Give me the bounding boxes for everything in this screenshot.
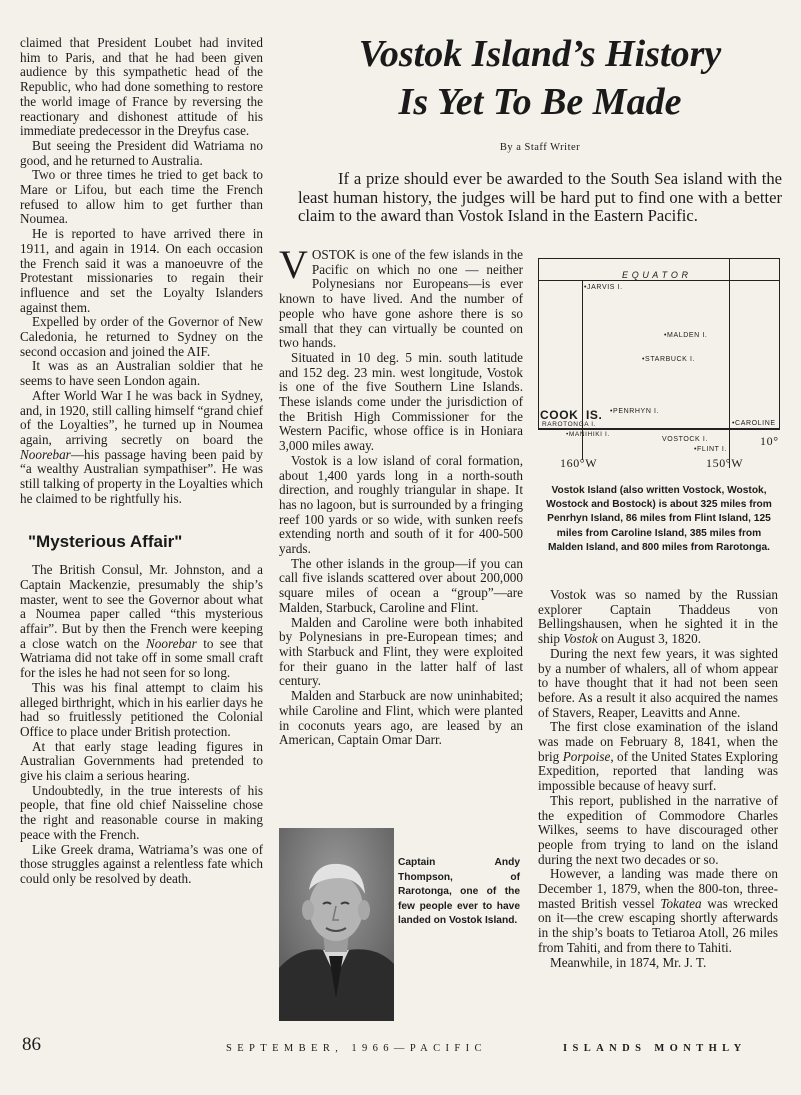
map-label-rarotonga: RAROTONGA I. <box>542 421 597 428</box>
map-label-caroline: •CAROLINE <box>732 420 776 427</box>
text-run: on August 3, 1820. <box>597 631 702 647</box>
page-number: 86 <box>22 1034 41 1055</box>
previous-article-column <box>20 36 263 887</box>
location-map <box>538 258 780 476</box>
paragraph: Meanwhile, in 1874, Mr. J. T. <box>550 954 707 970</box>
text-run: Vostok was so named by the Russian explorer Captain Thaddeus von Bellingshausen, when he sighted it in the ship <box>538 587 778 647</box>
equator-label: E Q U A T O R <box>622 270 689 280</box>
title-line: Vostok Island’s History <box>358 33 722 75</box>
paragraph: This was his final attempt to claim his alleged birthright, which in his earlier days he had so fruitlessly petitioned the Colonial Office to place under British protection. <box>20 679 263 739</box>
text-run: The first close examination of the island was made on February 8, 1841, when the brig <box>538 719 778 764</box>
map-label-vostok: VOSTOCK I. <box>662 436 708 443</box>
map-caption: Vostok Island (also written Vostock, Wostok, Wostock and Bostock) is about 325 miles from Penrhyn Island, 86 miles from Flint Island, 125 miles from Caroline Island, 385 miles from Malden Island, and 800 miles from Rarotonga. <box>546 485 772 553</box>
ship-name: Tokatea <box>660 895 702 911</box>
map-label-cook-is: IS. <box>586 408 603 422</box>
text-run: OSTOK is one of the few islands in the Pacific on which no one — neither Polynesians nor Europeans—is ever known to have lived. And the number of people who have gone ashore there is so small that they can virtually be counted on two hands. <box>279 247 523 351</box>
paragraph: Malden and Starbuck are now uninhabited; while Caroline and Flint, which were planted in coconuts years ago, are leased by an American, Captain Omar Darr. <box>279 688 523 748</box>
article-intro: If a prize should ever be awarded to the South Sea island with the least human history, the judges will be hard put to find one with a better claim to the award than Vostok Island in the Eastern Pacific. <box>298 169 782 225</box>
article-title <box>300 30 780 126</box>
map-label-penrhyn: •PENRHYN I. <box>610 408 660 415</box>
ship-name: Noorebar <box>20 446 71 462</box>
ship-name: Noorebar <box>145 635 197 651</box>
text-run: However, a landing was made there on December 1, 1879, when the 800-ton, three-masted British vessel <box>538 866 778 911</box>
paragraph: Undoubtedly, in the true interests of his people, that fine old chief Naisseline chose the right and reasonable course in making peace with the French. <box>20 782 263 842</box>
photo-caption: Captain Andy Thompson, of Rarotonga, one of the few people ever to have landed on Vostok Island. <box>398 857 520 927</box>
paragraph: Malden and Caroline were both inhabited by Polynesians in pre-European times; and with Starbuck and Flint, they were exploited for their guano in the latter half of last century. <box>279 614 523 689</box>
map-label-flint: •FLINT I. <box>694 446 728 453</box>
portrait-photo <box>279 828 394 1021</box>
text-run: —his passage having been paid by “a wealthy Australian sympathiser”. He was still talking of property in the Loyalties which he claimed to be rightfully his. <box>20 446 263 506</box>
paragraph: But seeing the President did Watriama no good, and he returned to Australia. <box>20 137 263 168</box>
article-column-middle <box>279 242 523 748</box>
paragraph <box>279 242 523 351</box>
footer-publication-name: ISLANDS MONTHLY <box>563 1043 747 1054</box>
longitude-label-150: 150°W <box>706 456 744 470</box>
footer-date-publication: SEPTEMBER, 1966—PACIFIC <box>226 1043 487 1054</box>
text-run: The British Consul, Mr. Johnston, and a Captain Mackenzie, presumably the ship’s master, went to see the Governor about what a Noumea paper called “this mysterious affair”. But by then the French were keeping a close watch on the <box>20 562 263 651</box>
text-run: , of the United States Exploring Expedition, reported that landing was impossible because of heavy surf. <box>538 748 779 794</box>
ship-name: Vostok <box>563 631 598 647</box>
paragraph: He is reported to have arrived there in 1911, and again in 1914. On each occasion the French said it was a manoeuvre of the Protestant missionaries to regain their influence and set the Loyalty Islanders against them. <box>20 226 263 315</box>
paragraph: It was as an Australian soldier that he seems to have seen London again. <box>20 358 263 389</box>
map-label-cook: COOK <box>540 408 579 422</box>
map-label-manihiki: •MANIHIKI I. <box>566 431 610 438</box>
text-run: to see that Watriama did not take off in some small craft for the isles he had not seen for so long. <box>20 635 263 681</box>
paragraph: Vostok is a low island of coral formation, about 1,400 yards long in a north-south direction, and roughly triangular in shape. It has no lagoon, but is surrounded by a fringing reef 100 yards or so wide, with sunken reefs extending north and south of it for 400-500 yards. <box>279 452 523 557</box>
portrait-image <box>279 828 394 1021</box>
paragraph <box>20 563 263 681</box>
paragraph: At that early stage leading figures in Australian Governments had pretended to give his claim a serious hearing. <box>20 738 263 784</box>
byline: By a Staff Writer <box>499 142 581 153</box>
paragraph: Two or three times he tried to get back to Mare or Lifou, but each time the French refused to allow him to get further than Noumea. <box>20 167 263 227</box>
section-heading: "Mysterious Affair" <box>28 531 183 551</box>
text-run: After World War I he was back in Sydney, and, in 1920, still calling himself “grand chief of the Loyalties”, he turned up in Noumea again, arriving secretly on board the <box>20 387 263 447</box>
paragraph <box>538 588 778 647</box>
paragraph: This report, published in the narrative of the expedition of Commodore Charles Wilkes, seems to have discouraged other people from trying to land on the island during the next two decades or so. <box>538 792 778 867</box>
parallel-10-line <box>538 428 780 429</box>
map-label-jarvis: •JARVIS I. <box>584 284 623 291</box>
meridian-150-line <box>729 258 730 468</box>
article-column-right <box>538 588 778 970</box>
paragraph: Like Greek drama, Watriama’s was one of those struggles against a relentless fate which could only be resolved by death. <box>20 841 263 886</box>
paragraph: The other islands in the group—if you can call five islands scattered over about 200,000 square miles of ocean a “group”—are Malden, Starbuck, Caroline and Flint. <box>279 555 523 615</box>
paragraph: claimed that President Loubet had invited him to Paris, and that he had been given audience by this sympathetic head of the Republic, who had done something to restore the world image of France by reversing the reactionary and dishonest attitude of his immediate predecessor in the Dreyfus case. <box>20 35 263 139</box>
paragraph <box>538 720 778 794</box>
paragraph <box>538 867 778 955</box>
map-label-starbuck: •STARBUCK I. <box>642 356 696 363</box>
latitude-label: 10° <box>760 434 779 448</box>
map-label-malden: •MALDEN I. <box>664 332 708 339</box>
title-line: Is Yet To Be Made <box>398 81 682 123</box>
paragraph: Situated in 10 deg. 5 min. south latitude and 152 deg. 23 min. west longitude, Vostok is one of the five Southern Line Islands. These islands come under the jurisdiction of the British High Commissioner for the Western Pacific, whose office is in Honiara 3,000 miles away. <box>279 349 523 454</box>
ship-name: Porpoise <box>562 748 611 764</box>
paragraph: During the next few years, it was sighted by a number of whalers, all of whom appear to have thought that it had not been seen before. As a result it also acquired the names of Stavers, Reaper, Leavitts and Anne. <box>538 645 778 720</box>
equator-line <box>538 280 780 281</box>
text-run: was wrecked on it—the crew escaping shortly afterwards in the ship’s boats to Tetiaroa Atoll, 26 miles from Tahiti, and from there to Tahiti. <box>538 895 778 955</box>
longitude-label-160: 160°W <box>560 456 598 470</box>
paragraph: Expelled by order of the Governor of New Caledonia, he returned to Sydney on the second occasion and joined the AIF. <box>20 314 263 359</box>
map-frame <box>538 258 780 430</box>
drop-cap: V <box>279 242 308 287</box>
paragraph <box>20 389 263 507</box>
